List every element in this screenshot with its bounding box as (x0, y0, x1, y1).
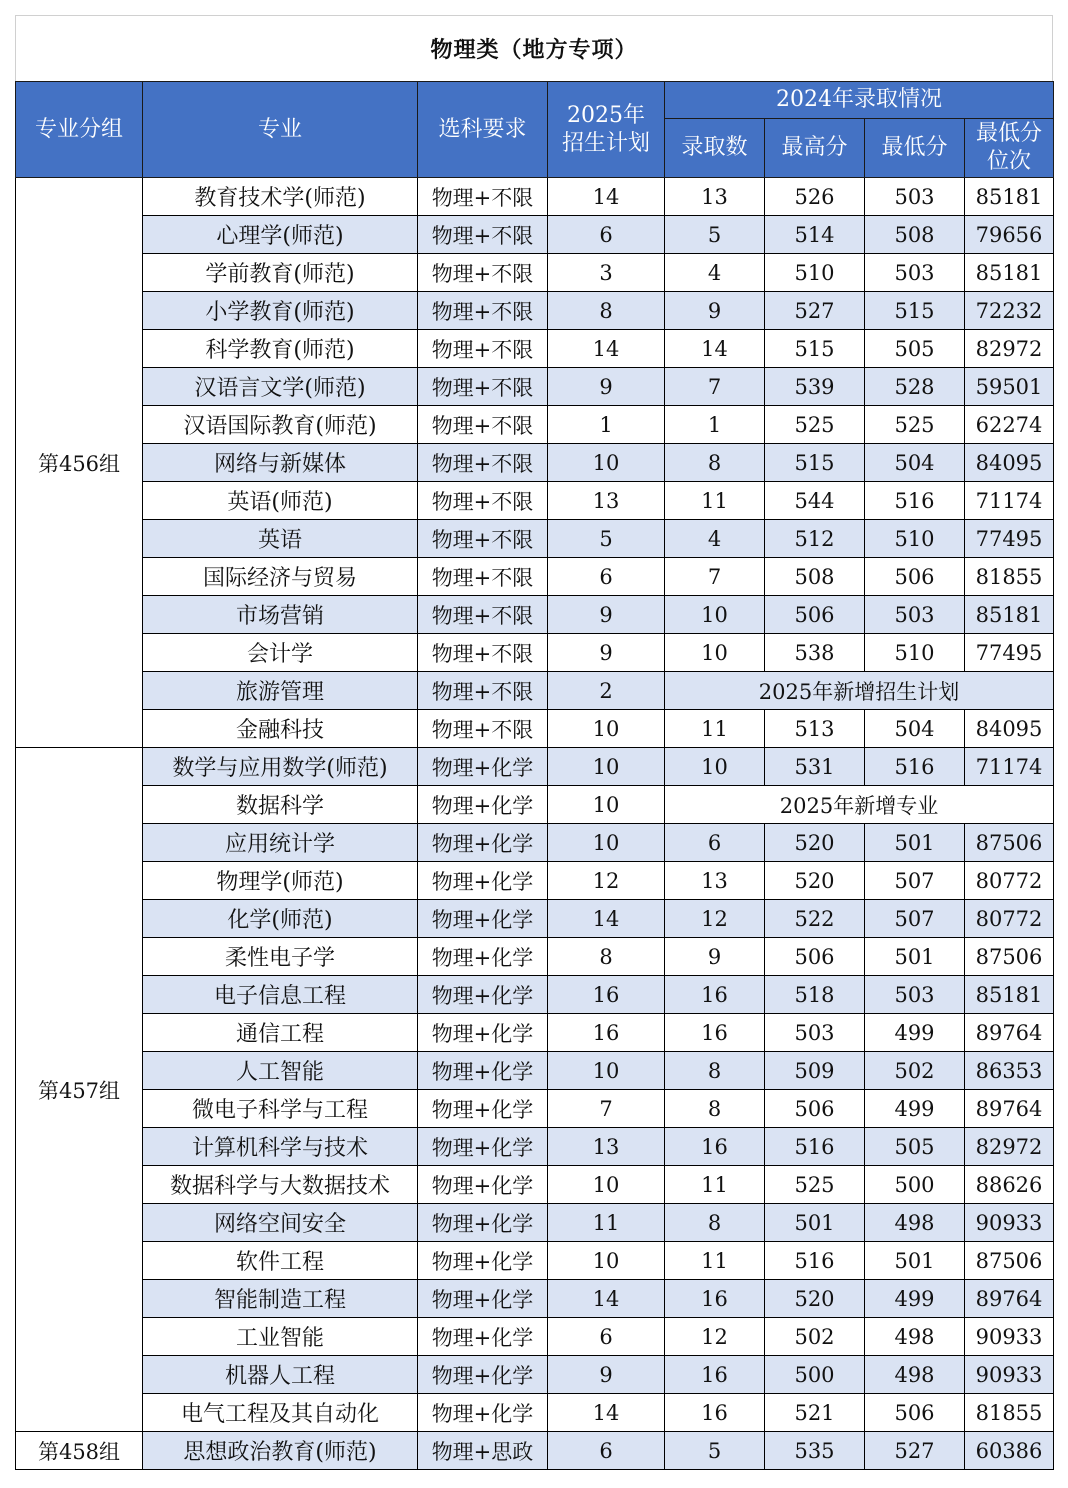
table-row (16, 786, 1054, 824)
plan-cell: 9 (548, 596, 665, 634)
max-score-cell: 539 (765, 368, 865, 406)
plan-cell: 14 (548, 178, 665, 216)
max-score-cell: 506 (765, 596, 865, 634)
admitted-cell: 12 (665, 900, 765, 938)
table-row (16, 444, 1054, 482)
header-plan-year: 2025年 (567, 102, 645, 128)
max-score-cell: 526 (765, 178, 865, 216)
header-admission-section: 2024年录取情况 (665, 82, 1054, 119)
requirement-cell: 物理+不限 (418, 596, 548, 634)
table-header (16, 82, 1054, 178)
admitted-cell: 16 (665, 976, 765, 1014)
admitted-cell: 5 (665, 216, 765, 254)
admitted-cell: 8 (665, 444, 765, 482)
admitted-cell: 16 (665, 1014, 765, 1052)
table-row (16, 1394, 1054, 1432)
plan-cell: 10 (548, 824, 665, 862)
requirement-cell: 物理+化学 (418, 862, 548, 900)
major-cell: 科学教育(师范) (143, 330, 418, 368)
min-score-cell: 510 (865, 520, 965, 558)
requirement-cell: 物理+化学 (418, 1128, 548, 1166)
min-score-cell: 507 (865, 862, 965, 900)
requirement-cell: 物理+化学 (418, 1204, 548, 1242)
major-cell: 英语(师范) (143, 482, 418, 520)
admitted-cell: 8 (665, 1090, 765, 1128)
admitted-cell: 9 (665, 292, 765, 330)
max-score-cell: 510 (765, 254, 865, 292)
max-score-cell: 516 (765, 1128, 865, 1166)
table-row (16, 330, 1054, 368)
plan-cell: 10 (548, 1242, 665, 1280)
requirement-cell: 物理+不限 (418, 672, 548, 710)
table-row (16, 520, 1054, 558)
min-score-cell: 527 (865, 1432, 965, 1470)
min-score-cell: 506 (865, 558, 965, 596)
header-plan-label: 招生计划 (561, 130, 650, 156)
min-rank-cell: 89764 (965, 1280, 1054, 1318)
table-row (16, 178, 1054, 216)
plan-cell: 16 (548, 1014, 665, 1052)
max-score-cell: 515 (765, 444, 865, 482)
max-score-cell: 520 (765, 1280, 865, 1318)
plan-cell: 10 (548, 444, 665, 482)
max-score-cell: 544 (765, 482, 865, 520)
table-row (16, 254, 1054, 292)
major-cell: 教育技术学(师范) (143, 178, 418, 216)
plan-cell: 3 (548, 254, 665, 292)
admitted-cell: 9 (665, 938, 765, 976)
plan-cell: 7 (548, 1090, 665, 1128)
min-rank-cell: 85181 (965, 976, 1054, 1014)
min-score-cell: 501 (865, 824, 965, 862)
admitted-cell: 10 (665, 596, 765, 634)
major-cell: 化学(师范) (143, 900, 418, 938)
requirement-cell: 物理+不限 (418, 634, 548, 672)
admitted-cell: 5 (665, 1432, 765, 1470)
table-row (16, 1242, 1054, 1280)
admitted-cell: 13 (665, 178, 765, 216)
plan-cell: 10 (548, 786, 665, 824)
min-rank-cell: 79656 (965, 216, 1054, 254)
min-score-cell: 498 (865, 1356, 965, 1394)
table-row (16, 1356, 1054, 1394)
min-rank-cell: 87506 (965, 824, 1054, 862)
min-rank-cell: 90933 (965, 1318, 1054, 1356)
major-cell: 数据科学 (143, 786, 418, 824)
min-rank-cell: 90933 (965, 1204, 1054, 1242)
sheet-title: 物理类（地方专项） (15, 15, 1053, 81)
admitted-cell: 10 (665, 748, 765, 786)
max-score-cell: 516 (765, 1242, 865, 1280)
min-rank-cell: 89764 (965, 1090, 1054, 1128)
admission-table (15, 81, 1054, 1470)
table-row (16, 1014, 1054, 1052)
min-rank-cell: 81855 (965, 1394, 1054, 1432)
plan-cell: 6 (548, 216, 665, 254)
requirement-cell: 物理+化学 (418, 1280, 548, 1318)
group-cell: 第456组 (16, 178, 143, 748)
major-cell: 国际经济与贸易 (143, 558, 418, 596)
requirement-cell: 物理+不限 (418, 178, 548, 216)
table-row (16, 748, 1054, 786)
min-rank-cell: 89764 (965, 1014, 1054, 1052)
min-rank-cell: 85181 (965, 596, 1054, 634)
min-score-cell: 498 (865, 1204, 965, 1242)
header-min-rank-line1: 最低分 (975, 121, 1042, 146)
min-rank-cell: 86353 (965, 1052, 1054, 1090)
min-rank-cell: 84095 (965, 444, 1054, 482)
min-rank-cell: 60386 (965, 1432, 1054, 1470)
major-cell: 微电子科学与工程 (143, 1090, 418, 1128)
table-row (16, 1052, 1054, 1090)
min-score-cell: 501 (865, 938, 965, 976)
max-score-cell: 501 (765, 1204, 865, 1242)
header-min-rank-line2: 位次 (986, 149, 1031, 174)
requirement-cell: 物理+化学 (418, 976, 548, 1014)
requirement-cell: 物理+不限 (418, 368, 548, 406)
requirement-cell: 物理+不限 (418, 558, 548, 596)
admitted-cell: 13 (665, 862, 765, 900)
max-score-cell: 514 (765, 216, 865, 254)
major-cell: 柔性电子学 (143, 938, 418, 976)
max-score-cell: 503 (765, 1014, 865, 1052)
min-score-cell: 505 (865, 330, 965, 368)
admitted-cell: 8 (665, 1204, 765, 1242)
max-score-cell: 512 (765, 520, 865, 558)
plan-cell: 14 (548, 1280, 665, 1318)
major-cell: 数学与应用数学(师范) (143, 748, 418, 786)
min-score-cell: 500 (865, 1166, 965, 1204)
min-score-cell: 508 (865, 216, 965, 254)
admitted-cell: 7 (665, 558, 765, 596)
requirement-cell: 物理+思政 (418, 1432, 548, 1470)
max-score-cell: 502 (765, 1318, 865, 1356)
min-score-cell: 503 (865, 596, 965, 634)
max-score-cell: 520 (765, 824, 865, 862)
min-score-cell: 510 (865, 634, 965, 672)
admitted-cell: 1 (665, 406, 765, 444)
admitted-cell: 11 (665, 1242, 765, 1280)
major-cell: 金融科技 (143, 710, 418, 748)
plan-cell: 8 (548, 292, 665, 330)
plan-cell: 9 (548, 1356, 665, 1394)
requirement-cell: 物理+化学 (418, 748, 548, 786)
min-score-cell: 503 (865, 178, 965, 216)
admitted-cell: 16 (665, 1128, 765, 1166)
admitted-cell: 10 (665, 634, 765, 672)
header-admitted: 录取数 (665, 119, 765, 178)
major-cell: 电气工程及其自动化 (143, 1394, 418, 1432)
requirement-cell: 物理+化学 (418, 824, 548, 862)
table-row (16, 1090, 1054, 1128)
group-cell: 第457组 (16, 748, 143, 1432)
major-cell: 旅游管理 (143, 672, 418, 710)
table-row (16, 1432, 1054, 1470)
requirement-cell: 物理+化学 (418, 1052, 548, 1090)
major-cell: 市场营销 (143, 596, 418, 634)
admitted-cell: 11 (665, 1166, 765, 1204)
requirement-cell: 物理+不限 (418, 330, 548, 368)
major-cell: 应用统计学 (143, 824, 418, 862)
major-cell: 汉语国际教育(师范) (143, 406, 418, 444)
min-rank-cell: 87506 (965, 1242, 1054, 1280)
max-score-cell: 531 (765, 748, 865, 786)
plan-cell: 10 (548, 1166, 665, 1204)
major-cell: 计算机科学与技术 (143, 1128, 418, 1166)
plan-cell: 10 (548, 1052, 665, 1090)
min-rank-cell: 77495 (965, 634, 1054, 672)
max-score-cell: 527 (765, 292, 865, 330)
max-score-cell: 513 (765, 710, 865, 748)
min-score-cell: 506 (865, 1394, 965, 1432)
table-row (16, 862, 1054, 900)
min-score-cell: 515 (865, 292, 965, 330)
max-score-cell: 525 (765, 1166, 865, 1204)
note-cell: 2025年新增招生计划 (665, 672, 1054, 710)
max-score-cell: 515 (765, 330, 865, 368)
admitted-cell: 16 (665, 1394, 765, 1432)
requirement-cell: 物理+化学 (418, 938, 548, 976)
major-cell: 网络与新媒体 (143, 444, 418, 482)
plan-cell: 6 (548, 1318, 665, 1356)
plan-cell: 1 (548, 406, 665, 444)
requirement-cell: 物理+不限 (418, 292, 548, 330)
major-cell: 工业智能 (143, 1318, 418, 1356)
table-row (16, 1204, 1054, 1242)
min-rank-cell: 82972 (965, 1128, 1054, 1166)
header-min-score: 最低分 (865, 119, 965, 178)
max-score-cell: 535 (765, 1432, 865, 1470)
min-rank-cell: 85181 (965, 254, 1054, 292)
max-score-cell: 538 (765, 634, 865, 672)
requirement-cell: 物理+不限 (418, 710, 548, 748)
requirement-cell: 物理+化学 (418, 1090, 548, 1128)
max-score-cell: 518 (765, 976, 865, 1014)
min-rank-cell: 59501 (965, 368, 1054, 406)
table-row (16, 1280, 1054, 1318)
admitted-cell: 4 (665, 254, 765, 292)
plan-cell: 9 (548, 368, 665, 406)
header-plan (548, 82, 665, 178)
plan-cell: 10 (548, 748, 665, 786)
requirement-cell: 物理+化学 (418, 1356, 548, 1394)
admitted-cell: 16 (665, 1280, 765, 1318)
major-cell: 机器人工程 (143, 1356, 418, 1394)
min-score-cell: 516 (865, 482, 965, 520)
admitted-cell: 7 (665, 368, 765, 406)
min-rank-cell: 84095 (965, 710, 1054, 748)
min-score-cell: 502 (865, 1052, 965, 1090)
max-score-cell: 506 (765, 938, 865, 976)
min-score-cell: 503 (865, 254, 965, 292)
min-score-cell: 503 (865, 976, 965, 1014)
min-rank-cell: 88626 (965, 1166, 1054, 1204)
requirement-cell: 物理+化学 (418, 1014, 548, 1052)
min-score-cell: 507 (865, 900, 965, 938)
group-cell: 第458组 (16, 1432, 143, 1470)
max-score-cell: 506 (765, 1090, 865, 1128)
plan-cell: 2 (548, 672, 665, 710)
major-cell: 英语 (143, 520, 418, 558)
major-cell: 人工智能 (143, 1052, 418, 1090)
min-rank-cell: 72232 (965, 292, 1054, 330)
admitted-cell: 8 (665, 1052, 765, 1090)
admission-sheet (15, 15, 1053, 1470)
table-row (16, 634, 1054, 672)
admitted-cell: 11 (665, 710, 765, 748)
requirement-cell: 物理+不限 (418, 444, 548, 482)
plan-cell: 12 (548, 862, 665, 900)
min-rank-cell: 71174 (965, 482, 1054, 520)
table-body (16, 178, 1054, 1470)
max-score-cell: 520 (765, 862, 865, 900)
table-row (16, 1128, 1054, 1166)
min-rank-cell: 87506 (965, 938, 1054, 976)
plan-cell: 8 (548, 938, 665, 976)
min-score-cell: 501 (865, 1242, 965, 1280)
plan-cell: 10 (548, 710, 665, 748)
major-cell: 通信工程 (143, 1014, 418, 1052)
major-cell: 心理学(师范) (143, 216, 418, 254)
min-score-cell: 516 (865, 748, 965, 786)
min-rank-cell: 71174 (965, 748, 1054, 786)
min-score-cell: 499 (865, 1090, 965, 1128)
table-row (16, 482, 1054, 520)
admitted-cell: 12 (665, 1318, 765, 1356)
major-cell: 软件工程 (143, 1242, 418, 1280)
admitted-cell: 6 (665, 824, 765, 862)
plan-cell: 13 (548, 482, 665, 520)
plan-cell: 9 (548, 634, 665, 672)
header-group: 专业分组 (16, 82, 143, 178)
max-score-cell: 525 (765, 406, 865, 444)
major-cell: 智能制造工程 (143, 1280, 418, 1318)
min-score-cell: 505 (865, 1128, 965, 1166)
header-max-score: 最高分 (765, 119, 865, 178)
requirement-cell: 物理+化学 (418, 1166, 548, 1204)
min-score-cell: 528 (865, 368, 965, 406)
table-row (16, 216, 1054, 254)
table-row (16, 558, 1054, 596)
table-row (16, 976, 1054, 1014)
table-row (16, 672, 1054, 710)
admitted-cell: 11 (665, 482, 765, 520)
plan-cell: 14 (548, 1394, 665, 1432)
plan-cell: 13 (548, 1128, 665, 1166)
table-row (16, 406, 1054, 444)
table-row (16, 900, 1054, 938)
min-rank-cell: 80772 (965, 900, 1054, 938)
requirement-cell: 物理+化学 (418, 1242, 548, 1280)
table-row (16, 1166, 1054, 1204)
header-requirement: 选科要求 (418, 82, 548, 178)
min-score-cell: 504 (865, 710, 965, 748)
requirement-cell: 物理+化学 (418, 786, 548, 824)
requirement-cell: 物理+不限 (418, 520, 548, 558)
max-score-cell: 508 (765, 558, 865, 596)
table-row (16, 368, 1054, 406)
major-cell: 小学教育(师范) (143, 292, 418, 330)
plan-cell: 6 (548, 558, 665, 596)
requirement-cell: 物理+不限 (418, 482, 548, 520)
max-score-cell: 500 (765, 1356, 865, 1394)
admitted-cell: 14 (665, 330, 765, 368)
min-rank-cell: 82972 (965, 330, 1054, 368)
min-rank-cell: 77495 (965, 520, 1054, 558)
min-score-cell: 499 (865, 1014, 965, 1052)
min-rank-cell: 90933 (965, 1356, 1054, 1394)
plan-cell: 14 (548, 330, 665, 368)
min-rank-cell: 85181 (965, 178, 1054, 216)
requirement-cell: 物理+不限 (418, 216, 548, 254)
major-cell: 思想政治教育(师范) (143, 1432, 418, 1470)
admitted-cell: 4 (665, 520, 765, 558)
major-cell: 网络空间安全 (143, 1204, 418, 1242)
note-cell: 2025年新增专业 (665, 786, 1054, 824)
min-score-cell: 525 (865, 406, 965, 444)
table-row (16, 824, 1054, 862)
max-score-cell: 521 (765, 1394, 865, 1432)
requirement-cell: 物理+不限 (418, 254, 548, 292)
plan-cell: 11 (548, 1204, 665, 1242)
requirement-cell: 物理+化学 (418, 1394, 548, 1432)
requirement-cell: 物理+化学 (418, 900, 548, 938)
header-min-rank (965, 119, 1054, 178)
max-score-cell: 509 (765, 1052, 865, 1090)
table-row (16, 710, 1054, 748)
min-score-cell: 498 (865, 1318, 965, 1356)
max-score-cell: 522 (765, 900, 865, 938)
admitted-cell: 16 (665, 1356, 765, 1394)
major-cell: 电子信息工程 (143, 976, 418, 1014)
major-cell: 会计学 (143, 634, 418, 672)
plan-cell: 14 (548, 900, 665, 938)
min-rank-cell: 62274 (965, 406, 1054, 444)
requirement-cell: 物理+化学 (418, 1318, 548, 1356)
header-major: 专业 (143, 82, 418, 178)
major-cell: 数据科学与大数据技术 (143, 1166, 418, 1204)
min-score-cell: 499 (865, 1280, 965, 1318)
table-row (16, 596, 1054, 634)
min-rank-cell: 80772 (965, 862, 1054, 900)
major-cell: 汉语言文学(师范) (143, 368, 418, 406)
plan-cell: 6 (548, 1432, 665, 1470)
min-score-cell: 504 (865, 444, 965, 482)
table-row (16, 938, 1054, 976)
requirement-cell: 物理+不限 (418, 406, 548, 444)
table-row (16, 292, 1054, 330)
plan-cell: 16 (548, 976, 665, 1014)
major-cell: 学前教育(师范) (143, 254, 418, 292)
min-rank-cell: 81855 (965, 558, 1054, 596)
table-row (16, 1318, 1054, 1356)
plan-cell: 5 (548, 520, 665, 558)
major-cell: 物理学(师范) (143, 862, 418, 900)
